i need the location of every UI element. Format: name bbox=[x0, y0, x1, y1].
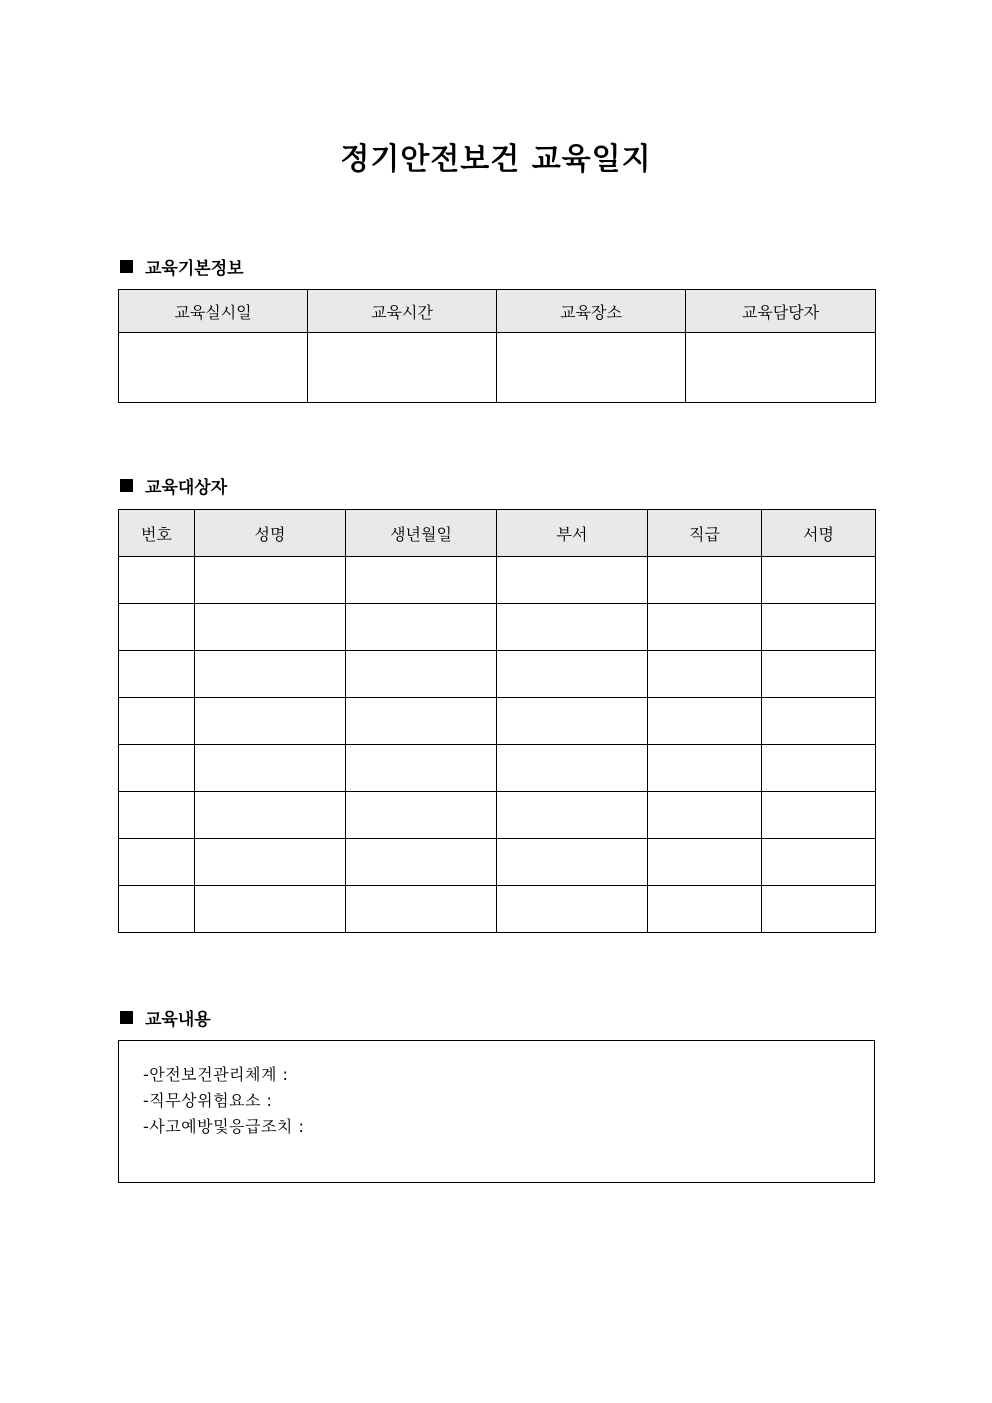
cell-department[interactable] bbox=[497, 792, 648, 839]
table-row bbox=[119, 651, 876, 698]
cell-department[interactable] bbox=[497, 745, 648, 792]
section-heading-content bbox=[120, 1005, 211, 1030]
content-box[interactable] bbox=[118, 1040, 875, 1183]
cell-department[interactable] bbox=[497, 604, 648, 651]
cell-signature[interactable] bbox=[762, 839, 876, 886]
content-line-accident-prevention: -사고예방및응급조치 : bbox=[143, 1117, 305, 1136]
cell-number[interactable] bbox=[119, 651, 195, 698]
table-row bbox=[119, 839, 876, 886]
column-header-instructor: 교육담당자 bbox=[686, 290, 876, 333]
cell-position[interactable] bbox=[648, 698, 762, 745]
cell-number[interactable] bbox=[119, 886, 195, 933]
table-header-row bbox=[119, 510, 876, 557]
column-header-date: 교육실시일 bbox=[119, 290, 308, 333]
cell-department[interactable] bbox=[497, 886, 648, 933]
column-header-location: 교육장소 bbox=[497, 290, 686, 333]
table-row bbox=[119, 557, 876, 604]
cell-date[interactable] bbox=[119, 333, 308, 403]
cell-birthdate[interactable] bbox=[346, 886, 497, 933]
cell-birthdate[interactable] bbox=[346, 651, 497, 698]
cell-birthdate[interactable] bbox=[346, 839, 497, 886]
section-heading-label: 교육기본정보 bbox=[145, 259, 244, 279]
cell-signature[interactable] bbox=[762, 651, 876, 698]
content-line-safety-system: -안전보건관리체계 : bbox=[143, 1065, 289, 1084]
cell-number[interactable] bbox=[119, 745, 195, 792]
cell-number[interactable] bbox=[119, 557, 195, 604]
cell-birthdate[interactable] bbox=[346, 698, 497, 745]
square-bullet-icon bbox=[120, 479, 133, 492]
cell-birthdate[interactable] bbox=[346, 745, 497, 792]
cell-number[interactable] bbox=[119, 604, 195, 651]
cell-instructor[interactable] bbox=[686, 333, 876, 403]
document-title: 정기안전보건 교육일지 bbox=[340, 142, 652, 177]
column-header-number: 번호 bbox=[119, 510, 195, 557]
cell-position[interactable] bbox=[648, 745, 762, 792]
column-header-name: 성명 bbox=[195, 510, 346, 557]
cell-time[interactable] bbox=[308, 333, 497, 403]
cell-birthdate[interactable] bbox=[346, 557, 497, 604]
cell-department[interactable] bbox=[497, 557, 648, 604]
cell-signature[interactable] bbox=[762, 745, 876, 792]
section-heading-participants bbox=[120, 473, 227, 498]
cell-signature[interactable] bbox=[762, 698, 876, 745]
cell-signature[interactable] bbox=[762, 886, 876, 933]
table-row bbox=[119, 886, 876, 933]
column-header-position: 직급 bbox=[648, 510, 762, 557]
cell-position[interactable] bbox=[648, 557, 762, 604]
cell-name[interactable] bbox=[195, 886, 346, 933]
cell-position[interactable] bbox=[648, 651, 762, 698]
cell-name[interactable] bbox=[195, 792, 346, 839]
cell-birthdate[interactable] bbox=[346, 792, 497, 839]
column-header-time: 교육시간 bbox=[308, 290, 497, 333]
content-line-job-hazards: -직무상위험요소 : bbox=[143, 1091, 273, 1110]
basic-info-table bbox=[118, 289, 876, 403]
cell-position[interactable] bbox=[648, 839, 762, 886]
table-row bbox=[119, 604, 876, 651]
cell-number[interactable] bbox=[119, 839, 195, 886]
table-row bbox=[119, 792, 876, 839]
column-header-birthdate: 생년월일 bbox=[346, 510, 497, 557]
table-header-row bbox=[119, 290, 876, 333]
table-row bbox=[119, 745, 876, 792]
section-heading-label: 교육대상자 bbox=[145, 478, 228, 498]
cell-name[interactable] bbox=[195, 745, 346, 792]
cell-name[interactable] bbox=[195, 651, 346, 698]
cell-number[interactable] bbox=[119, 698, 195, 745]
cell-number[interactable] bbox=[119, 792, 195, 839]
cell-position[interactable] bbox=[648, 792, 762, 839]
column-header-department: 부서 bbox=[497, 510, 648, 557]
cell-position[interactable] bbox=[648, 886, 762, 933]
cell-department[interactable] bbox=[497, 698, 648, 745]
column-header-signature: 서명 bbox=[762, 510, 876, 557]
cell-name[interactable] bbox=[195, 698, 346, 745]
square-bullet-icon bbox=[120, 1011, 133, 1024]
cell-name[interactable] bbox=[195, 839, 346, 886]
table-row bbox=[119, 333, 876, 403]
section-heading-basic-info bbox=[120, 254, 244, 279]
cell-department[interactable] bbox=[497, 651, 648, 698]
cell-department[interactable] bbox=[497, 839, 648, 886]
cell-birthdate[interactable] bbox=[346, 604, 497, 651]
cell-name[interactable] bbox=[195, 604, 346, 651]
section-heading-label: 교육내용 bbox=[145, 1010, 211, 1030]
cell-signature[interactable] bbox=[762, 604, 876, 651]
table-row bbox=[119, 698, 876, 745]
cell-location[interactable] bbox=[497, 333, 686, 403]
cell-position[interactable] bbox=[648, 604, 762, 651]
cell-signature[interactable] bbox=[762, 557, 876, 604]
cell-signature[interactable] bbox=[762, 792, 876, 839]
participants-table bbox=[118, 509, 876, 933]
square-bullet-icon bbox=[120, 260, 133, 273]
cell-name[interactable] bbox=[195, 557, 346, 604]
